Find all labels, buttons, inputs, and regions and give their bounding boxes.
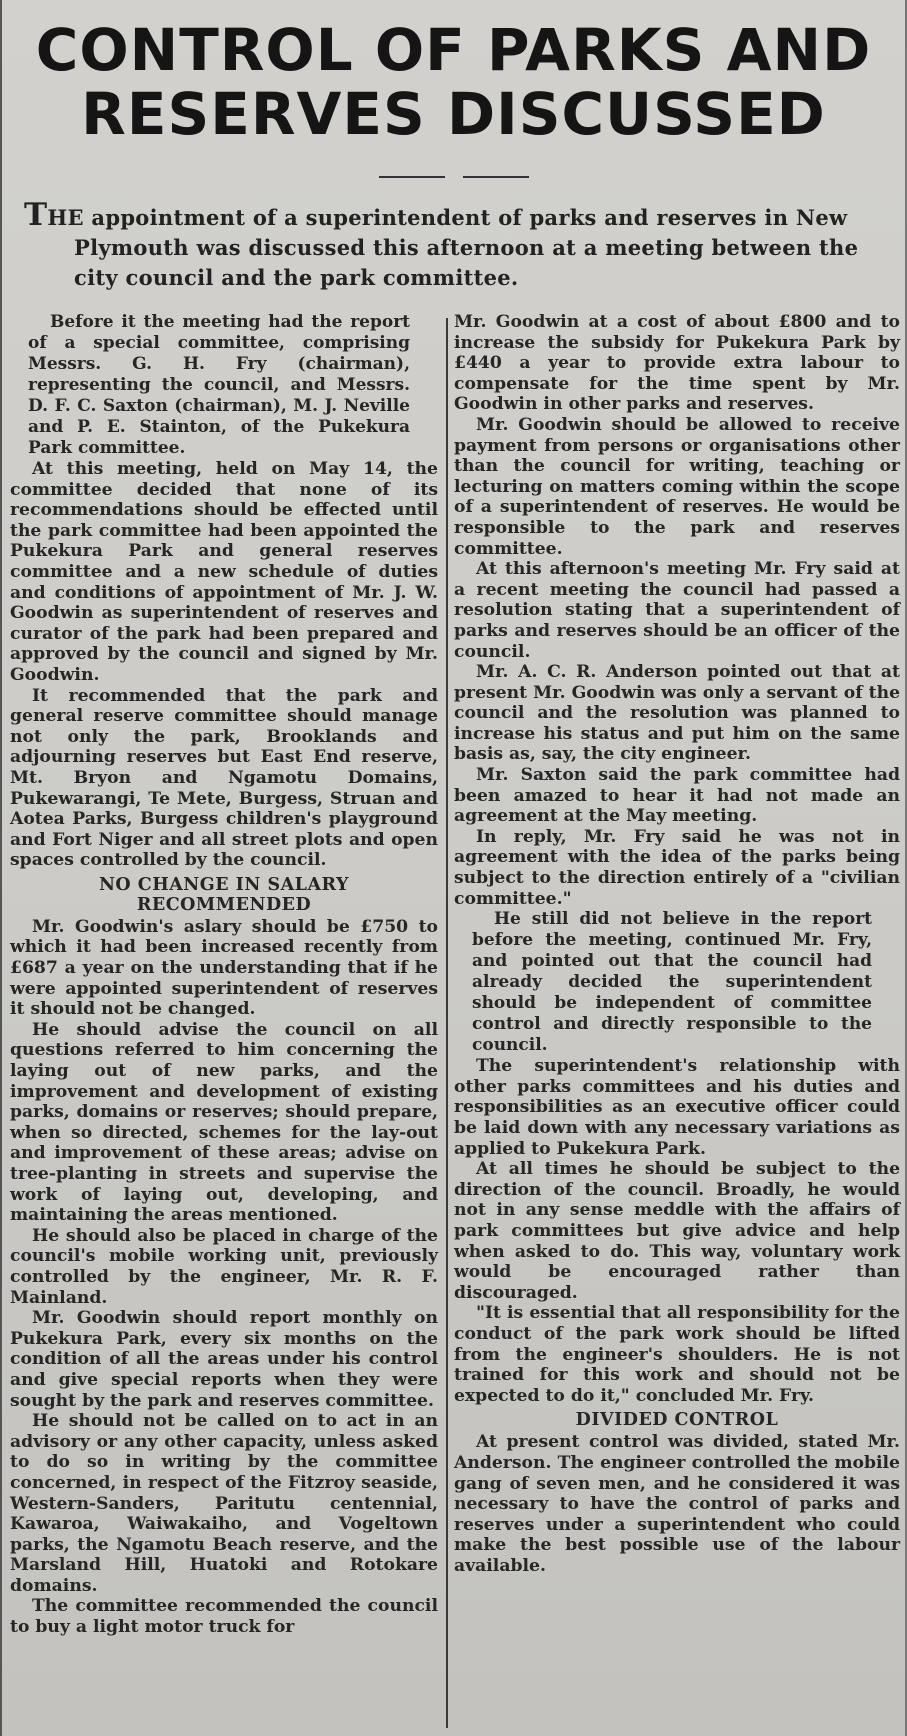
article-body: [2, 312, 907, 1736]
intro-paragraph: Before it the meeting had the report of a special committee, comprising Messrs. G. H. Fry (chairman), representing the council, and Messrs. D. F. C. Saxton (chairman), M. J. Neville and P. E. Stainton, of the Pukekura Park committee.: [28, 312, 410, 458]
paragraph: Mr. A. C. R. Anderson pointed out that at present Mr. Goodwin was only a servant of the council and the resolution was planned to increase his status and put him on the same basis as, say, the city engineer.: [454, 662, 900, 765]
paragraph: Mr. Saxton said the park committee had been amazed to hear it had not made an agreement at the May meeting.: [454, 765, 900, 827]
paragraph: The superintendent's relationship with other parks committees and his duties and responsibilities as an executive officer could be laid down with any necessary variations as applied to Pukekura Park.: [454, 1056, 900, 1159]
paragraph: "It is essential that all responsibility for the conduct of the park work should be lifted from the engineer's shoulders. He is not trained for this work and should not be expected to do it," concluded Mr. Fry.: [454, 1303, 900, 1406]
left-column: [10, 312, 438, 1638]
headline-line-1: CONTROL OF PARKS AND: [35, 16, 872, 84]
paragraph: Mr. Goodwin should report monthly on Pukekura Park, every six months on the condition of all the areas under his control and give special reports when they were sought by the park and reserves committee.: [10, 1308, 438, 1411]
paragraph: At this meeting, held on May 14, the committee decided that none of its recommendations should be effected until the park committee had been appointed the Pukekura Park and general reserves committee and a new schedule of duties and conditions of appointment of Mr. J. W. Goodwin as superintendent of reserves and curator of the park had been prepared and approved by the council and signed by Mr. Goodwin.: [10, 459, 438, 685]
lead-paragraph: [24, 197, 883, 293]
paragraph: At present control was divided, stated Mr. Anderson. The engineer controlled the mobile gang of seven men, and he considered it was necessary to have the control of parks and reserves under a superintendent who could make the best possible use of the labour available.: [454, 1432, 900, 1576]
headline-rule: [379, 172, 529, 182]
subheading: DIVIDED CONTROL: [575, 1410, 779, 1431]
paragraph: The committee recommended the council to buy a light motor truck for: [10, 1596, 438, 1638]
headline: [2, 0, 905, 146]
paragraph: At all times he should be subject to the direction of the council. Broadly, he would not in any sense meddle with the affairs of park committees but give advice and help when asked to do. This way, voluntary work would be encouraged rather than discouraged.: [454, 1159, 900, 1303]
column-divider: [446, 318, 448, 1728]
paragraph: Mr. Goodwin at a cost of about £800 and to increase the subsidy for Pukekura Park by £440 a year to provide extra labour to compensate for the time spent by Mr. Goodwin in other parks and reserves.: [454, 312, 900, 415]
lead-rest: Plymouth was discussed this afternoon at a meeting between the city council and the park committee.: [74, 235, 859, 290]
subheading: NO CHANGE IN SALARY RECOMMENDED: [98, 874, 350, 915]
paragraph: He should advise the council on all questions referred to him concerning the laying out of new parks, and the improvement and development of existing parks, domains or reserves; should prepare, when so directed, schemes for the lay-out and improvement of these areas; advise on tree-planting in streets and supervise the work of laying out, developing, and maintaining the areas mentioned.: [10, 1019, 438, 1226]
paragraph: He should also be placed in charge of the council's mobile working unit, previously controlled by the engineer, Mr. R. F. Mainland.: [10, 1225, 438, 1308]
lead-first-line: HE appointment of a superintendent of parks and reserves in New: [47, 205, 848, 230]
bold-paragraph: He still did not believe in the report before the meeting, continued Mr. Fry, and pointed out that the council had already decided the superintendent should be independent of committee control and directly responsible to the council.: [472, 909, 872, 1056]
right-column: [454, 312, 900, 1576]
paragraph: He should not be called on to act in an advisory or any other capacity, unless asked to do so in writing by the committee concerned, in respect of the Fitzroy seaside, Western-Sanders, Paritutu centennial, Kawaroa, Waiwakaiho, and Vogeltown parks, the Ngamotu Beach reserve, and the Marsland Hill, Huatoki and Rotokare domains.: [10, 1411, 438, 1596]
paragraph: At this afternoon's meeting Mr. Fry said at a recent meeting the council had passed a resolution stating that a superintendent of parks and reserves should be an officer of the council.: [454, 559, 900, 662]
headline-line-2: RESERVES DISCUSSED: [81, 80, 826, 148]
paragraph: Mr. Goodwin's aslary should be £750 to which it had been increased recently from £687 a year on the understanding that if he were appointed superintendent of reserves it should not be changed.: [10, 916, 438, 1020]
paragraph: Mr. Goodwin should be allowed to receive payment from persons or organisations other than the council for writing, teaching or lecturing on matters coming within the scope of a superintendent of reserves. He would be responsible to the park and reserves committee.: [454, 414, 900, 559]
drop-cap: T: [24, 197, 48, 233]
paragraph: It recommended that the park and general reserve committee should manage not only the park, Brooklands and adjourning reserves but East End reserve, Mt. Bryon and Ngamotu Domains, Pukewarangi, Te Mete, Burgess, Struan and Aotea Parks, Burgess children's playground and Fort Niger and all street plots and open spaces controlled by the council.: [10, 685, 438, 871]
paragraph: In reply, Mr. Fry said he was not in agreement with the idea of the parks being subject to the direction entirely of a "civilian committee.": [454, 826, 900, 909]
